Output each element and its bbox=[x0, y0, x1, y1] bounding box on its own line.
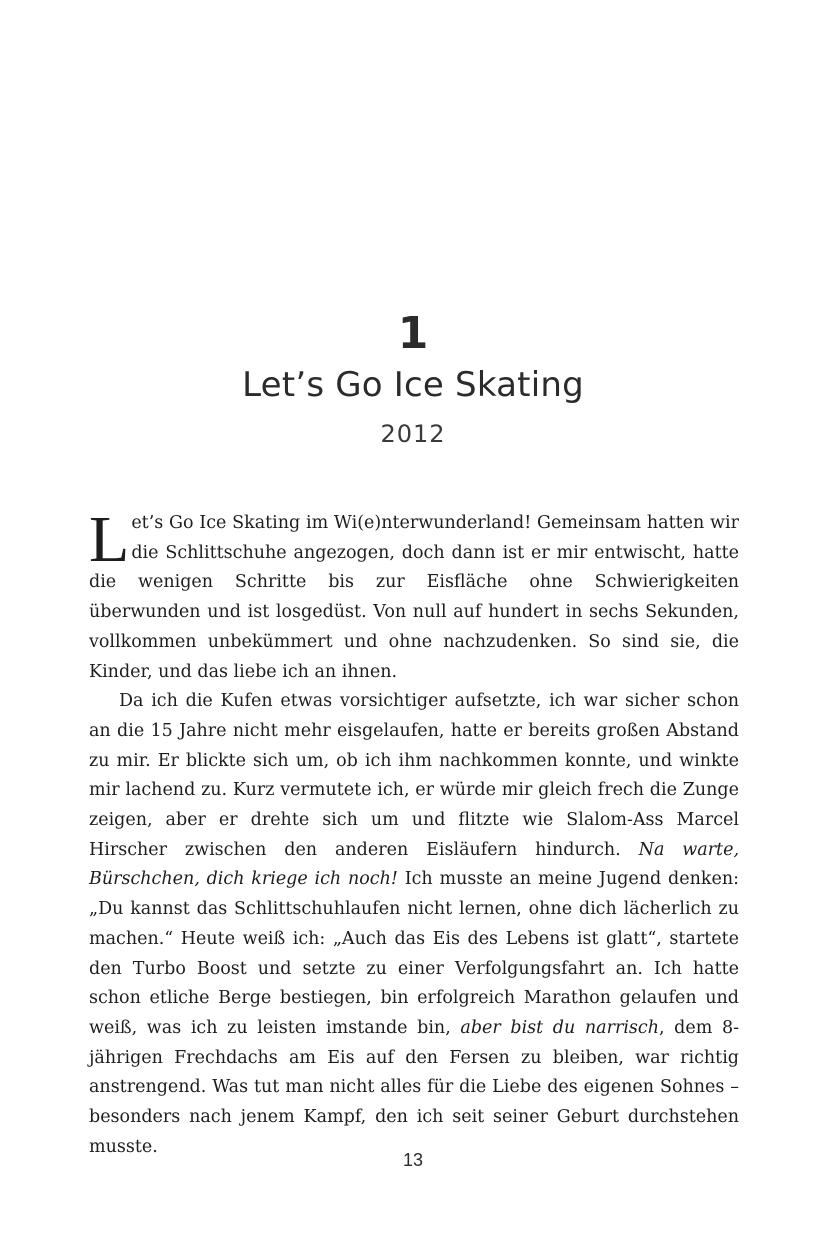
chapter-year: 2012 bbox=[380, 420, 446, 448]
paragraph-2-text-part-3: , dem 8-jährigen Frechdachs am Eis auf den Fersen zu bleiben, war richtig anstrengend. Was tut man nicht alles für die Liebe des eigenen Sohnes – besonders nach jenem Kampf, den ich seit seiner Geburt durchstehen musste. bbox=[89, 1017, 740, 1157]
chapter-title: Let’s Go Ice Skating bbox=[242, 365, 584, 405]
paragraph-2-text-part-1: Da ich die Kufen etwas vorsichtiger aufsetzte, ich war sicher schon an die 15 Jahre nicht mehr eisgelaufen, hatte er bereits großen Abstand zu mir. Er blickte sich um, ob ich ihm nachkommen konnte, und winkte mir lachend zu. Kurz vermutete ich, er würde mir gleich frech die Zunge zeigen, aber er drehte sich um und flitzte wie Slalom-Ass Marcel Hirscher zwischen den anderen Eisläufern hindurch. bbox=[89, 691, 739, 860]
chapter-body bbox=[89, 503, 740, 1162]
paragraph-1 bbox=[89, 503, 739, 687]
paragraph-2-text-part-2: Ich musste an meine Jugend denken: „Du kannst das Schlittschuhlaufen nicht lernen, ohne dich lächerlich zu machen.“ Heute weiß ich: „Auch das Eis des Lebens ist glatt“, startete den Turbo Boost und setzte zu einer Verfolgungsfahrt an. Ich hatte schon etliche Berge bestiegen, bin erfolgreich Marathon gelaufen und weiß, was ich zu leisten imstande bin, bbox=[89, 869, 739, 1038]
paragraph-2-italic-2: aber bist du narrisch bbox=[460, 1017, 659, 1038]
chapter-number: 1 bbox=[397, 308, 429, 359]
paragraph-2-italic-1: Na warte, Bürschchen, dich kriege ich noch! bbox=[89, 839, 740, 890]
paragraph-1-text: et’s Go Ice Skating im Wi(e)nterwunderland! Gemeinsam hatten wir die Schlittschuhe angezogen, doch dann ist er mir entwischt, hatte die wenigen Schritte bis zur Eisfläche ohne Schwierigkeiten überwunden und ist losgedüst. Von null auf hundert in sechs Sekunden, vollkommen unbekümmert und ohne nachzudenken. So sind sie, die Kinder, und das liebe ich an ihnen. bbox=[89, 513, 739, 682]
paragraph-2 bbox=[89, 687, 739, 1162]
drop-cap: L bbox=[89, 503, 130, 576]
page-number: 13 bbox=[402, 1150, 424, 1170]
